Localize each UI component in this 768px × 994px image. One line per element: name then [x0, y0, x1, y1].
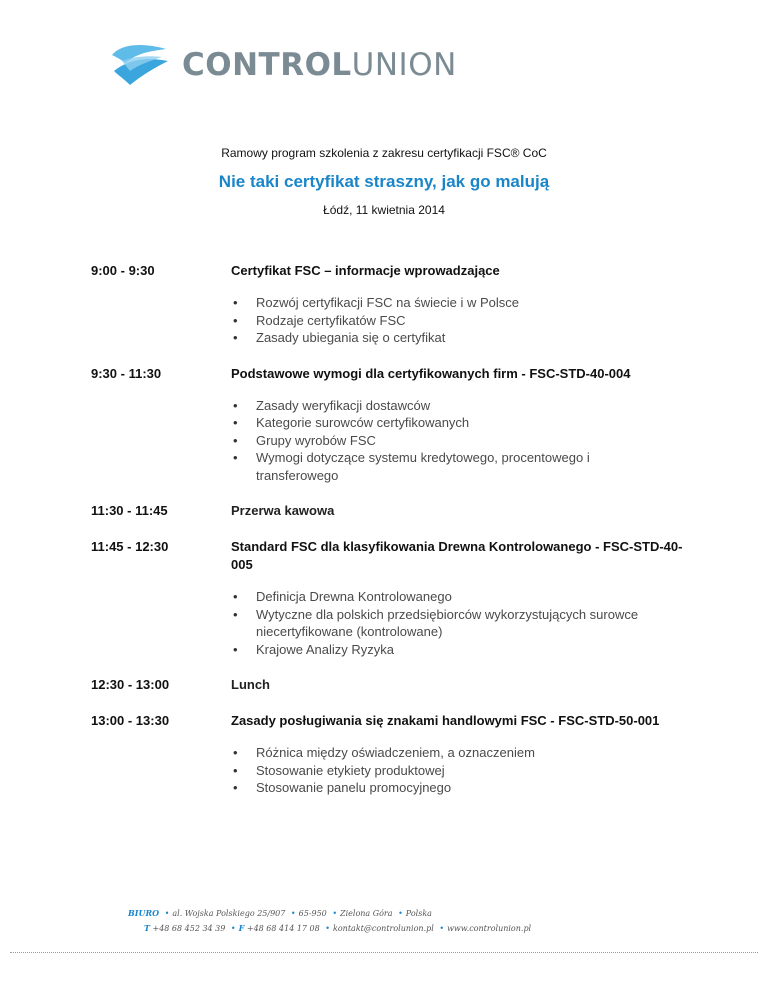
topic-list [231, 294, 691, 347]
session-title: Standard FSC dla klasyfikowania Drewna Kontrolowanego - FSC-STD-40-005 [231, 539, 683, 572]
footer-address-row: BIURO • al. Wojska Polskiego 25/907 • 65-950 • Zielona Góra • Polska [128, 908, 432, 918]
topic-item: • Różnica między oświadczeniem, a oznaczeniem [231, 744, 691, 762]
footer-phone: +48 68 452 34 39 [152, 924, 226, 933]
session-body [231, 676, 691, 694]
session-time: 9:00 - 9:30 [91, 263, 155, 278]
topic-item: • Zasady weryfikacji dostawców [231, 397, 691, 415]
agenda [91, 262, 691, 797]
topic-item: • Grupy wyrobów FSC [231, 432, 691, 450]
session-time: 11:45 - 12:30 [91, 539, 169, 554]
topic-item: • Rodzaje certyfikatów FSC [231, 312, 691, 330]
agenda-session [91, 712, 691, 797]
logo-swoosh-icon [108, 41, 170, 89]
session-title: Przerwa kawowa [231, 503, 335, 518]
session-title: Lunch [231, 677, 270, 692]
fax-label: F [238, 923, 245, 933]
session-time: 13:00 - 13:30 [91, 713, 170, 728]
session-title: Certyfikat FSC – informacje wprowadzające [231, 263, 500, 278]
document-subtitle: Ramowy program szkolenia z zakresu certyfikacji FSC® CoC [221, 146, 547, 160]
topic-item: • Rozwój certyfikacji FSC na świecie i w Polsce [231, 294, 691, 312]
footer-email-link[interactable]: kontakt@controlunion.pl [333, 924, 434, 933]
logo-wordmark: CONTROLUNION [182, 46, 457, 83]
session-time: 12:30 - 13:00 [91, 677, 170, 692]
session-time: 9:30 - 11:30 [91, 365, 162, 381]
footer-contact-row: T +48 68 452 34 39 • F +48 68 414 17 08 • kontakt@controlunion.pl • www.controlunion.pl [144, 923, 532, 933]
footer-address: al. Wojska Polskiego 25/907 [172, 909, 286, 918]
phone-label: T [144, 923, 150, 933]
agenda-session [91, 365, 691, 485]
topic-item: • Stosowanie panelu promocyjnego [231, 779, 691, 797]
topic-item: • Wytyczne dla polskich przedsiębiorców wykorzystujących surowce niecertyfikowane (kontrolowane) [231, 606, 696, 641]
topic-item: • Krajowe Analizy Ryzyka [231, 641, 696, 659]
topic-list [231, 588, 696, 658]
session-body [231, 538, 696, 658]
session-time: 11:30 - 11:45 [91, 503, 168, 518]
topic-item: • Definicja Drewna Kontrolowanego [231, 588, 696, 606]
footer-contact [128, 906, 531, 936]
agenda-session [91, 502, 691, 520]
topic-item: • Wymogi dotyczące systemu kredytowego, procentowego i transferowego [231, 449, 656, 484]
topic-list [231, 397, 691, 485]
control-union-logo [108, 40, 457, 90]
office-label: BIURO [128, 908, 160, 918]
topic-item: • Kategorie surowców certyfikowanych [231, 414, 691, 432]
session-body [231, 712, 691, 797]
session-body [231, 365, 691, 485]
session-body [231, 262, 691, 347]
session-body [231, 502, 691, 520]
topic-item: • Zasady ubiegania się o certyfikat [231, 329, 691, 347]
footer-country: Polska [405, 909, 432, 918]
topic-list [231, 744, 691, 797]
topic-item: • Stosowanie etykiety produktowej [231, 762, 691, 780]
footer-city: Zielona Góra [340, 909, 393, 918]
session-title: Podstawowe wymogi dla certyfikowanych firm - FSC-STD-40-004 [231, 365, 631, 381]
footer-fax: +48 68 414 17 08 [246, 924, 320, 933]
footer-website-link[interactable]: www.controlunion.pl [447, 924, 532, 933]
agenda-session [91, 538, 691, 658]
agenda-session [91, 676, 691, 694]
document-title: Nie taki certyfikat straszny, jak go malują [218, 172, 550, 191]
session-title: Zasady posługiwania się znakami handlowymi FSC - FSC-STD-50-001 [231, 713, 660, 728]
agenda-session [91, 262, 691, 347]
place-date: Łódź, 11 kwietnia 2014 [323, 203, 445, 217]
footer-postal: 65-950 [298, 909, 327, 918]
footer-divider [10, 952, 758, 953]
